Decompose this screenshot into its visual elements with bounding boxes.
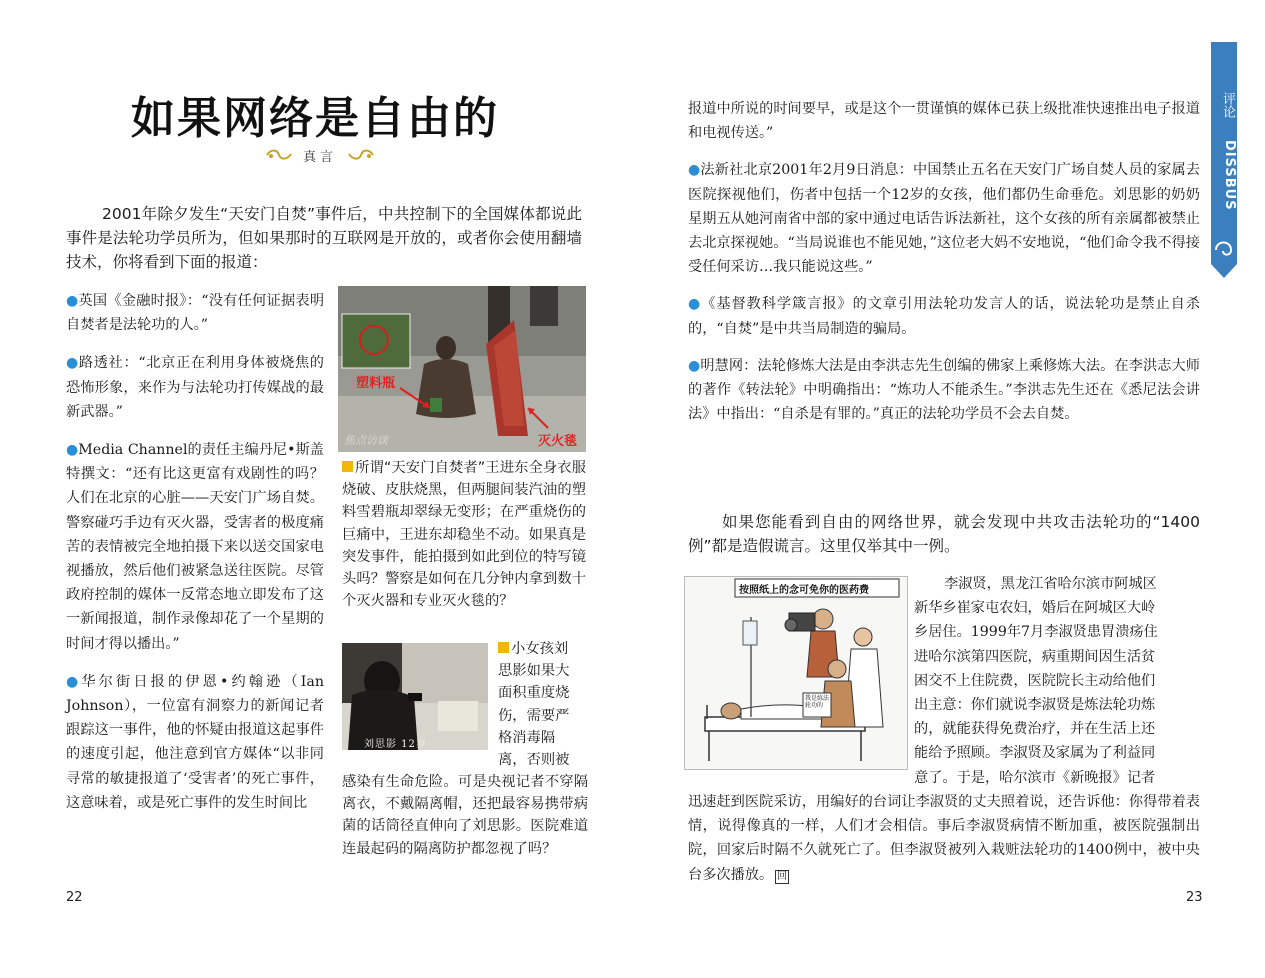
caption-text: 所谓“天安门自焚者”王进东全身衣服烧破、皮肤烧黑，但两腿间装汽油的塑料雪碧瓶却翠绿无变形；在严重烧伤的巨痛中，王进东却稳坐不动。如果真是突发事件，能拍摄到如此到位的特写镜头吗？警察是如何在几分钟内拿到数十个灭火器和专业灭火毯的？ [342,460,586,610]
photo2-caption-narrow [498,638,588,771]
bullet-icon: ● [66,293,79,309]
label-fire-blanket: 灭火毯 [538,434,578,449]
caption-square-icon [498,642,509,653]
tab-notch-icon [1211,264,1237,278]
report-afp [688,158,1200,279]
page-title: 如果网络是自由的 [131,93,499,144]
page-number-right: 23 [1186,890,1203,905]
hospital-photo [342,643,488,750]
highlight-paragraph: 如果您能看到自由的网络世界，就会发现中共攻击法轮功的“1400例”都是造假谎言。这里仅举其中一例。 [688,513,1200,555]
report-text: Media Channel的责任主编丹尼•斯盖特撰文：“还有比这更富有戏剧性的吗？人们在北京的心脏——天安门广场自焚。警察碰巧手边有灭火器，受害者的极度痛苦的表情被完全地拍摄下来以送交国家电视播放，然后他们被紧急送往医院。尽管政府控制的媒体一反常态地立即发布了这一新闻报道，制作录像却花了一个星期的时间才得以播出。” [66,442,324,652]
caption-line: 离，否则被 [498,752,570,769]
bullet-icon: ● [66,442,79,459]
report-text: 法新社北京2001年2月9日消息：中国禁止五名在天安门广场自焚人员的家属去医院探视他们，伤者中包括一个12岁的女孩，他们都仍生命垂危。刘思影的奶奶星期五从她河南省中部的家中通过电话告诉法新社，这个女孩的所有亲属都被禁止去北京探视她。“当局说谁也不能见她，”这位老大妈不安地说，“他们命令我不得接受任何采访…我只能说这些。” [688,162,1200,276]
report-ft [66,289,324,337]
reports-column [66,289,324,829]
case-line: 出主意：你们就说李淑贤是炼法轮功炼 [914,697,1156,714]
photo1-caption [342,457,586,612]
page-number-left: 22 [66,890,83,905]
continued-reports-column [688,97,1200,439]
report-csm [688,292,1200,340]
report-text: 英国《金融时报》：“没有任何证据表明自焚者是法轮功的人。” [66,293,325,334]
bullet-icon: ● [66,355,79,372]
case-line: 意了。于是，哈尔滨市《新晚报》记者 [914,769,1156,786]
report-text: 《基督教科学箴言报》的文章引用法轮功发言人的话，说法轮功是禁止自杀的，“自焚”是中共当局制造的骗局。 [688,296,1200,337]
caption-line: 面积重度烧 [498,685,570,702]
bullet-icon: ● [688,162,701,179]
report-wsj [66,670,324,815]
case-line: 能给予照顾。李淑贤及家属为了利益同 [914,745,1156,762]
caption-square-icon [342,461,353,472]
end-mark-icon: 回 [777,870,788,882]
report-text: 明慧网：法轮修炼大法是由李洪志先生创编的佛家上乘修炼大法。在李洪志大师的著作《转法轮》中明确指出：“炼功人不能杀生。”李洪志先生还在《悉尼法会讲法》中指出：“自杀是有罪的。”真正的法轮功学员不会去自焚。 [688,357,1200,423]
intro-paragraph: 2001年除夕发生“天安门自焚”事件后，中共控制下的全国媒体都说此事件是法轮功学员所为，但如果那时的互联网是开放的，或者你会使用翻墙技术，你将看到下面的报道： [66,205,582,271]
report-continued [688,97,1200,145]
report-text: 华尔街日报的伊恩•约翰逊（Ian Johnson），一位富有洞察力的新闻记者跟踪这一事件，他的怀疑由报道这起事件的速度引起，他注意到官方媒体“以非同寻常的敏捷报道了‘受害者’的死亡事件，这意味着，或是死亡事件的发生时间比 [66,673,324,811]
case-line: 李淑贤，黑龙江省哈尔滨市阿城区 [944,576,1157,592]
report-media-channel [66,438,324,656]
report-minghui [688,354,1200,427]
caption-text: 小女孩刘 [511,641,569,657]
section-tab-label-en: DISSBUS [1222,140,1237,211]
photo2-caption-wide: 感染有生命危险。可是央视记者不穿隔离衣，不戴隔离帽，还把最容易携带病菌的话筒径直伸向了刘思影。医院难道连最起码的隔离防护都忽视了吗？ [342,774,588,857]
bullet-icon: ● [66,673,82,690]
self-immolation-photo [338,286,586,452]
caption-line: 格消毒隔 [498,729,556,746]
report-text: 路透社：“北京正在利用身体被烧焦的恐怖形象，来作为与法轮功打传媒战的最新武器。” [66,355,324,420]
case-line: 乡居住。1999年7月李淑贤患胃溃疡住 [914,624,1158,641]
author-byline [255,144,385,166]
label-plastic-bottle: 塑料瓶 [356,376,396,391]
caption-line: 思影如果大 [498,663,570,680]
hospital-cartoon [684,576,908,770]
bullet-icon: ● [688,296,702,313]
left-ornament-icon [265,148,293,162]
report-text: 报道中所说的时间要早，或是这个一贯谨慎的媒体已获上级批准快速推出电子报道和电视传送。” [688,101,1200,142]
case-line: 的，就能获得免费治疗，并在生活上还 [914,721,1156,738]
section-tab-label: 评论 [1220,92,1235,118]
case-wide [688,790,1200,887]
case-line: 进哈尔滨第四医院，病重期间因生活贫 [914,648,1156,665]
case-line: 新华乡崔家屯农妇，婚后在阿城区大岭 [914,600,1156,617]
tv-logo: 焦点访谈 [344,434,388,447]
caption-line: 伤，需要严 [498,707,570,724]
swirl-ornament-icon [1211,234,1237,264]
author-name: 真言 [302,149,337,165]
photo2-overlay-text: 刘思影 12岁 [364,739,427,750]
right-ornament-icon [347,148,375,162]
case-text: 迅速赶到医院采访，用编好的台词让李淑贤的丈夫照着说，还告诉他：你得带着表情，说得像真的一样，人们才会相信。事后李淑贤病情不断加重，被医院强制出院，回家后时隔不久就死亡了。但李淑贤被列入栽赃法轮功的1400例中，被中央台多次播放。 [688,794,1200,883]
cartoon-paper-text: 我是练法轮功的 [805,695,830,709]
case-narrow [914,572,1200,790]
cartoon-sign-text: 按照纸上的念可免你的医药费 [739,585,869,596]
case-line: 困交不上住院费，医院院长主动给他们 [914,672,1156,689]
report-reuters [66,351,324,424]
caption-line [498,638,588,660]
bullet-icon: ● [688,357,701,374]
